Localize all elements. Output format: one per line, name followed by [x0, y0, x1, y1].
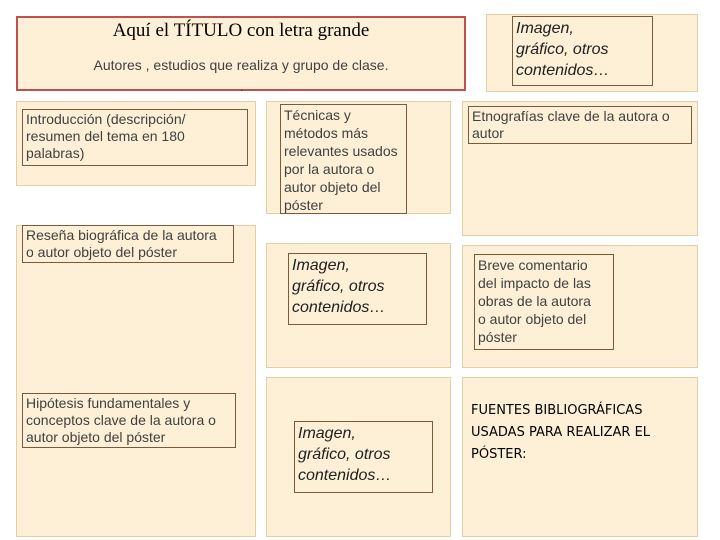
- biography-box: Reseña biográfica de la autora o autor objeto del póster: [22, 225, 234, 263]
- image-placeholder-bottom: Imagen, gráfico, otros contenidos…: [294, 421, 433, 493]
- sources-heading: FUENTES BIBLIOGRÁFICAS USADAS PARA REALIZAR EL PÓSTER:: [471, 403, 651, 462]
- ethnographies-box: Etnografías clave de la autora o autor: [468, 106, 692, 144]
- poster-title: Aquí el TÍTULO con letra grande: [112, 20, 370, 41]
- biography-hypotheses-panel: [16, 225, 256, 537]
- poster-authors: Autores , estudios que realiza y grupo de clase.: [93, 57, 389, 73]
- image-placeholder-top: Imagen, gráfico, otros contenidos…: [512, 16, 653, 86]
- introduction-box: Introducción (descripción/ resumen del tema en 180 palabras): [22, 109, 248, 166]
- image-placeholder-middle: Imagen, gráfico, otros contenidos…: [288, 253, 427, 325]
- hypotheses-box: Hipótesis fundamentales y conceptos clave de la autora o autor objeto del póster: [22, 393, 236, 448]
- techniques-box: Técnicas y métodos más relevantes usados por la autora o autor objeto del póster: [280, 104, 407, 214]
- impact-box: Breve comentario del impacto de las obras de la autora o autor objeto del póster: [474, 254, 614, 350]
- poster-dot: .: [240, 80, 244, 94]
